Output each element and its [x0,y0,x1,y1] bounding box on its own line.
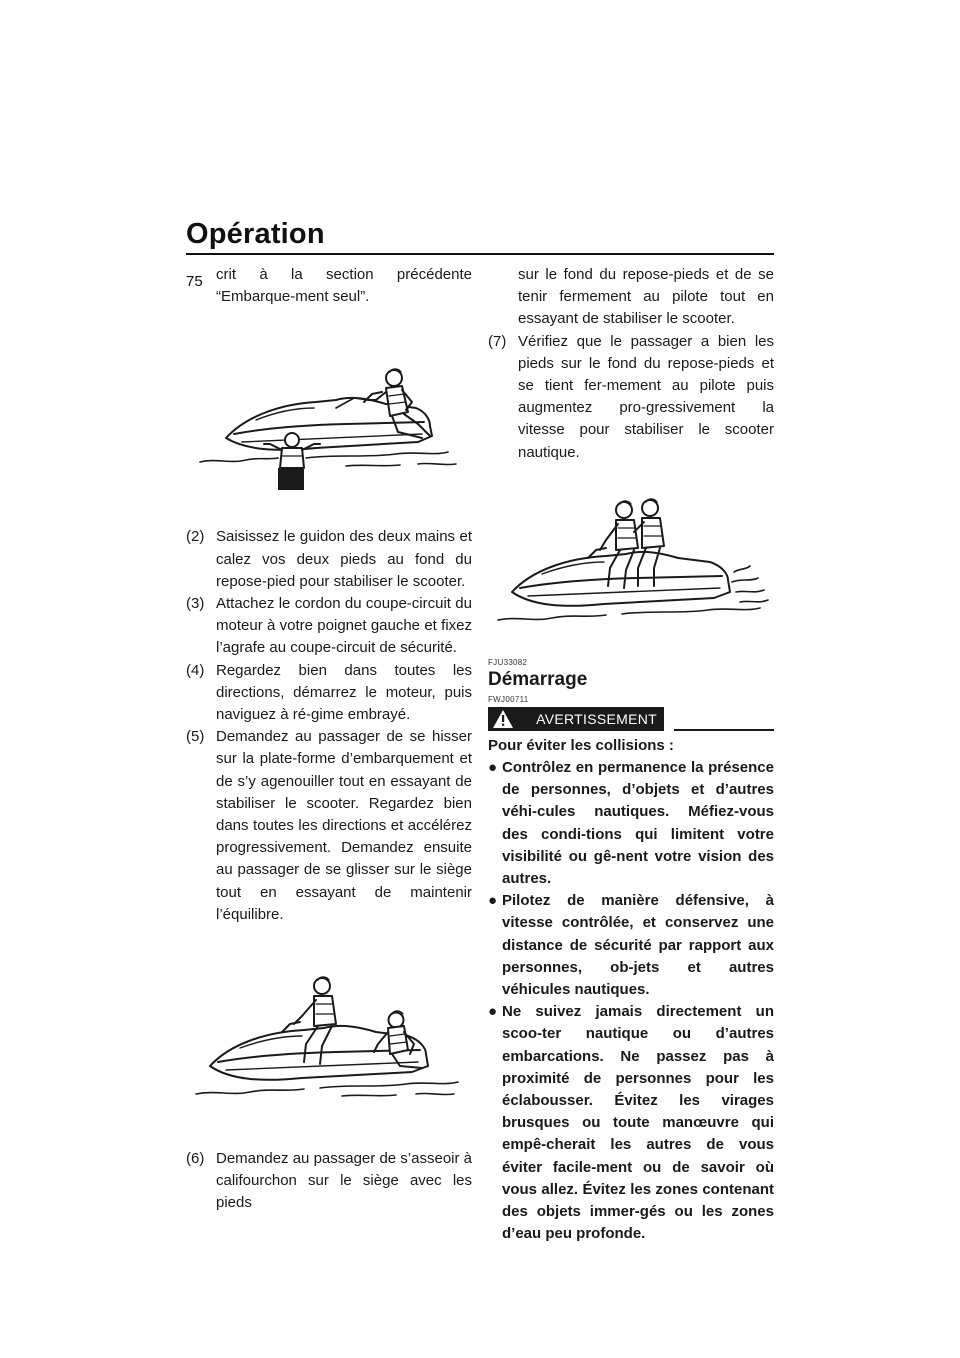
step-3 [186,593,472,660]
step-number: (3) [186,595,205,613]
step-6-continuation: sur le fond du repose-pieds et de se tenir fermement au pilote tout en essayant de stabiliser le scooter. [518,266,774,328]
step-number: (6) [186,1150,205,1168]
step-text: Attachez le cordon du coupe-circuit du moteur à votre poignet gauche et fixez l’agrafe au coupe-circuit de sécurité. [216,595,472,657]
step-number: (7) [488,332,507,350]
right-column [488,264,774,1246]
intro-continuation: crit à la section précédente “Embarque-ment seul”. [216,266,472,306]
bullet-dot-icon: ● [488,1003,498,1021]
warning-triangle-icon [492,709,514,729]
warning-bullet-text: Pilotez de manière défensive, à vitesse contrôlée, et conservez une distance de sécurité par rapport aux personnes, ob-jets et autres véhicules nautiques. [502,892,774,999]
warning-intro: Pour éviter les collisions : [488,736,674,754]
bullet-dot-icon: ● [488,892,498,910]
step-text: Demandez au passager de se hisser sur la plate-forme d’embarquement et de s’y agenouiller tout en essayant de stabiliser le scooter. Regardez bien dans toutes les directions et accélérez progressivement. Demandez ensuite au passager de se glisser sur le siège tout en essayant de maintenir l’équilibre. [216,728,472,923]
step-text: Regardez bien dans toutes les directions, démarrez le moteur, puis naviguez à ré-gime embrayé. [216,661,472,724]
warning-code: FWJ00711 [488,694,529,704]
warning-bullet-text: Contrôlez en permanence la présence de personnes, d’objets et d’autres véhi-cules nautiques. Méfiez-vous des condi-tions qui limitent votre visibilité ou gê-nent votre vision des autres. [502,759,774,888]
warning-header [488,707,774,731]
step-number: (2) [186,528,205,546]
step-6 [186,1148,472,1215]
warning-bullet-text: Ne suivez jamais directement un scoo-ter nautique ou d’autres embarcations. Ne passez pas à proximité de personnes pour les éclabousser. Évitez les virages brusques ou toute manœuvre qui empê-cherait les autres de vous éviter facile-ment ou de savoir où vous allez. Évitez les zones contenant des objets immer-gés ou les zones d’eau peu profonde. [502,1003,774,1243]
step-4 [186,660,472,727]
title-rule [186,253,774,255]
page-title: Opération [186,218,325,250]
step-text: Saisissez le guidon des deux mains et calez vos deux pieds au fond du repose-pied pour stabiliser le scooter. [216,528,472,590]
bullet-dot-icon: ● [488,759,498,777]
section-title: Démarrage [488,668,588,690]
step-text: Demandez au passager de s’asseoir à califourchon sur le siège avec les pieds [216,1150,472,1212]
section-code: FJU33082 [488,657,528,667]
left-column [186,264,472,1215]
step-7 [488,331,774,464]
illustration-passenger-boarding-rear [186,308,472,526]
illustration-passenger-kneeling-platform [186,926,472,1148]
warning-bullet [488,890,774,1001]
warning-bullet [488,757,774,890]
page-number: 75 [186,273,203,290]
warning-bullet [488,1001,774,1245]
warning-label: AVERTISSEMENT [536,710,657,727]
step-2 [186,526,472,593]
warning-rule [674,729,774,731]
step-number: (5) [186,728,205,746]
step-text: Vérifiez que le passager a bien les pieds sur le fond du repose-pieds et se tient fer-mement au pilote puis augmentez pro-gressivement la vitesse pour stabiliser le scooter nautique. [518,332,774,461]
step-number: (4) [186,661,205,679]
step-5 [186,726,472,926]
illustration-two-riders-seated [488,464,774,658]
warning-badge [488,707,664,731]
